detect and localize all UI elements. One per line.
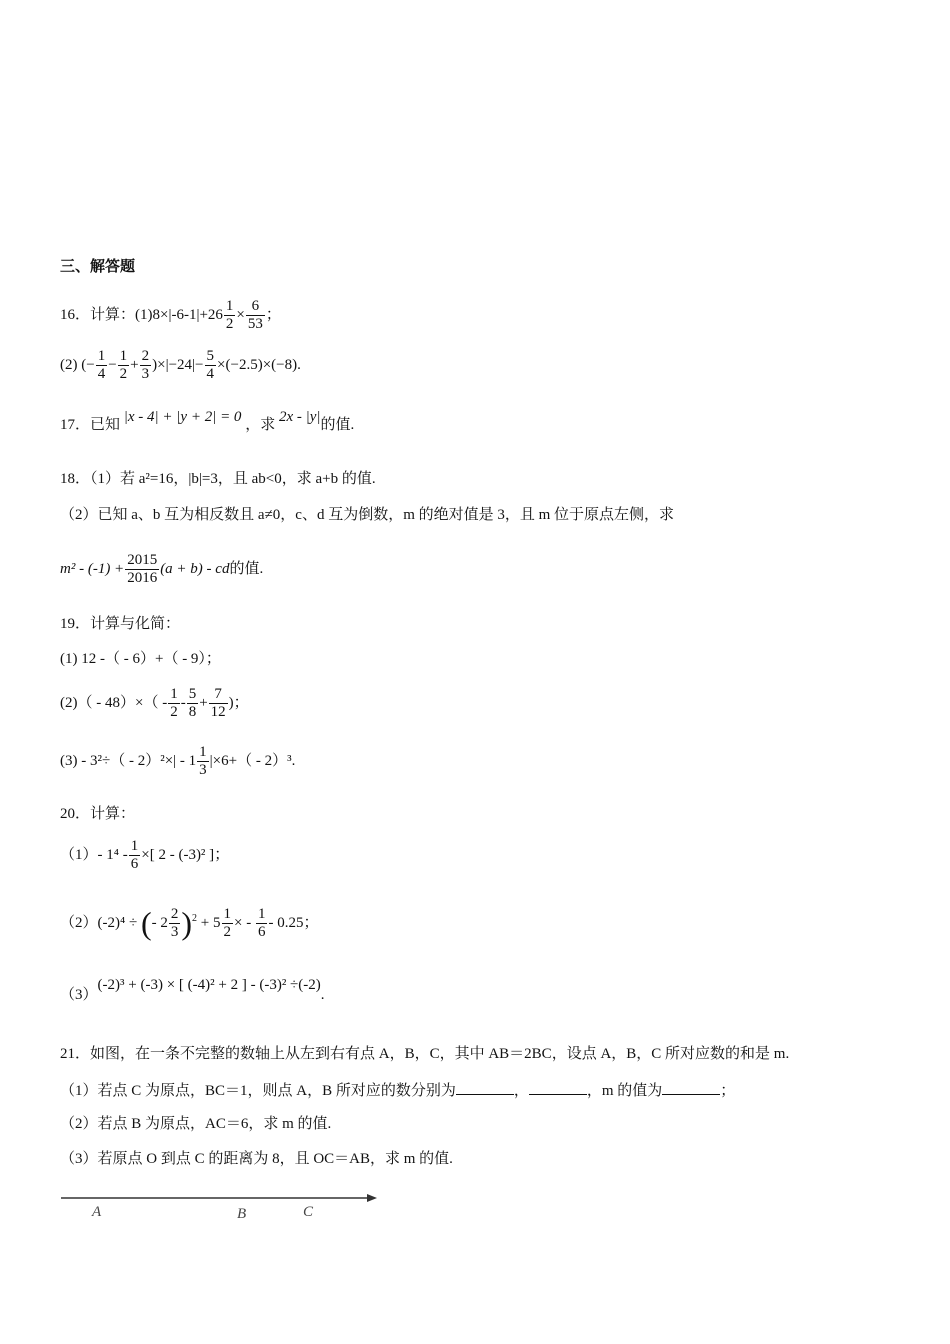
q21-part3: （3）若原点 O 到点 C 的距离为 8，且 OC＝AB，求 m 的值. <box>60 1151 453 1167</box>
paren-open: ( <box>140 904 152 941</box>
q19-part2: (2)（ - 48）×（ - $\frac{1}{2}$ - $\frac{5}{8}$ + $\frac{7}{12}$ )； <box>60 686 249 721</box>
q19-label: 19．计算与化简： <box>60 616 181 632</box>
q19-part1: (1) 12 -（ - 6）+（ - 9）； <box>60 651 221 667</box>
fraction: $\frac{5}{4}$ <box>206 348 215 383</box>
q18-expression: m² - (-1) + $\frac{2015}{2016}$ (a + b) - cd的值. <box>60 552 264 587</box>
section-title: 三、解答题 <box>60 257 136 275</box>
q21-intro: 21．如图，在一条不完整的数轴上从左到右有点 A，B，C，其中 AB＝2BC，设点 A，B，C 所对应数的和是 m. <box>60 1046 790 1062</box>
q16-label: 16．计算：(1)8×|-6-1|+26 <box>60 307 223 324</box>
fraction: $\frac{1}{2}$ <box>223 906 231 941</box>
fraction: $\frac{1}{6}$ <box>130 838 139 873</box>
point-label-b: B <box>237 1206 247 1222</box>
q21-part1: （1）若点 C 为原点，BC＝1，则点 A，B 所对应的数分别为 ， ，m 的值为 ； <box>60 1083 736 1099</box>
q20-part1: （1）- 1⁴ - $\frac{1}{6}$ ×[ 2 - (-3)² ]； <box>60 838 230 873</box>
q19-part3: (3) - 3²÷（ - 2）²×| - 1 $\frac{1}{3}$ |×6+（ - 2）³. <box>60 744 296 779</box>
fraction: $\frac{1}{2}$ <box>225 298 234 333</box>
q21-part2: （2）若点 B 为原点，AC＝6，求 m 的值. <box>60 1116 332 1132</box>
fraction: $\frac{2}{3}$ <box>170 906 179 941</box>
fraction: $\frac{2015}{2016}$ <box>127 552 158 587</box>
q20-part2: （2）(-2)⁴ ÷ (- 2 $\frac{2}{3}$ )$^2$ + 5 $\frac{1}{2}$ × - $\frac{1}{6}$ - 0.25； <box>60 904 319 941</box>
point-label-c: C <box>303 1204 314 1220</box>
fraction: $\frac{2}{3}$ <box>141 348 150 383</box>
q16-part1: 16．计算：(1)8×|-6-1|+26 $\frac{1}{2}$ × $\frac{6}{53}$ ； <box>60 298 281 333</box>
q17: 17．已知 |x - 4| + |y + 2| = 0 ，求 2x - |y|的值. <box>60 409 355 433</box>
arrow-head-icon <box>367 1194 377 1202</box>
fraction: $\frac{1}{2}$ <box>119 348 128 383</box>
fraction: $\frac{1}{2}$ <box>170 686 178 721</box>
q18-part1: 18．（1）若 a²=16，|b|=3，且 ab<0，求 a+b 的值. <box>60 471 376 487</box>
fraction: $\frac{7}{12}$ <box>210 686 226 721</box>
fraction: $\frac{6}{53}$ <box>247 298 263 333</box>
q18-part2: （2）已知 a、b 互为相反数且 a≠0，c、d 互为倒数，m 的绝对值是 3，且 m 位于原点左侧，求 <box>60 507 675 523</box>
fraction: $\frac{5}{8}$ <box>188 686 197 721</box>
q20-part3: （3）(-2)³ + (-3) × [ (-4)² + 2 ] - (-3)² ÷(-2). <box>60 977 325 1003</box>
point-label-a: A <box>92 1204 102 1220</box>
answer-blank[interactable] <box>529 1082 587 1095</box>
paren-close: ) <box>181 904 193 941</box>
q17-target: 2x - |y| <box>278 409 321 425</box>
answer-blank[interactable] <box>662 1082 720 1095</box>
fraction: $\frac{1}{6}$ <box>257 906 266 941</box>
fraction: $\frac{1}{3}$ <box>199 744 207 779</box>
number-line-figure <box>55 1188 385 1228</box>
q16-part2: (2) (− $\frac{1}{4}$ − $\frac{1}{2}$ + $\frac{2}{3}$ )×|−24|− $\frac{5}{4}$ ×(−2.5)×(−8). <box>60 348 301 383</box>
fraction: $\frac{1}{4}$ <box>97 348 106 383</box>
answer-blank[interactable] <box>456 1082 514 1095</box>
q17-condition: |x - 4| + |y + 2| = 0 <box>123 409 242 425</box>
q20-label: 20．计算： <box>60 806 136 822</box>
